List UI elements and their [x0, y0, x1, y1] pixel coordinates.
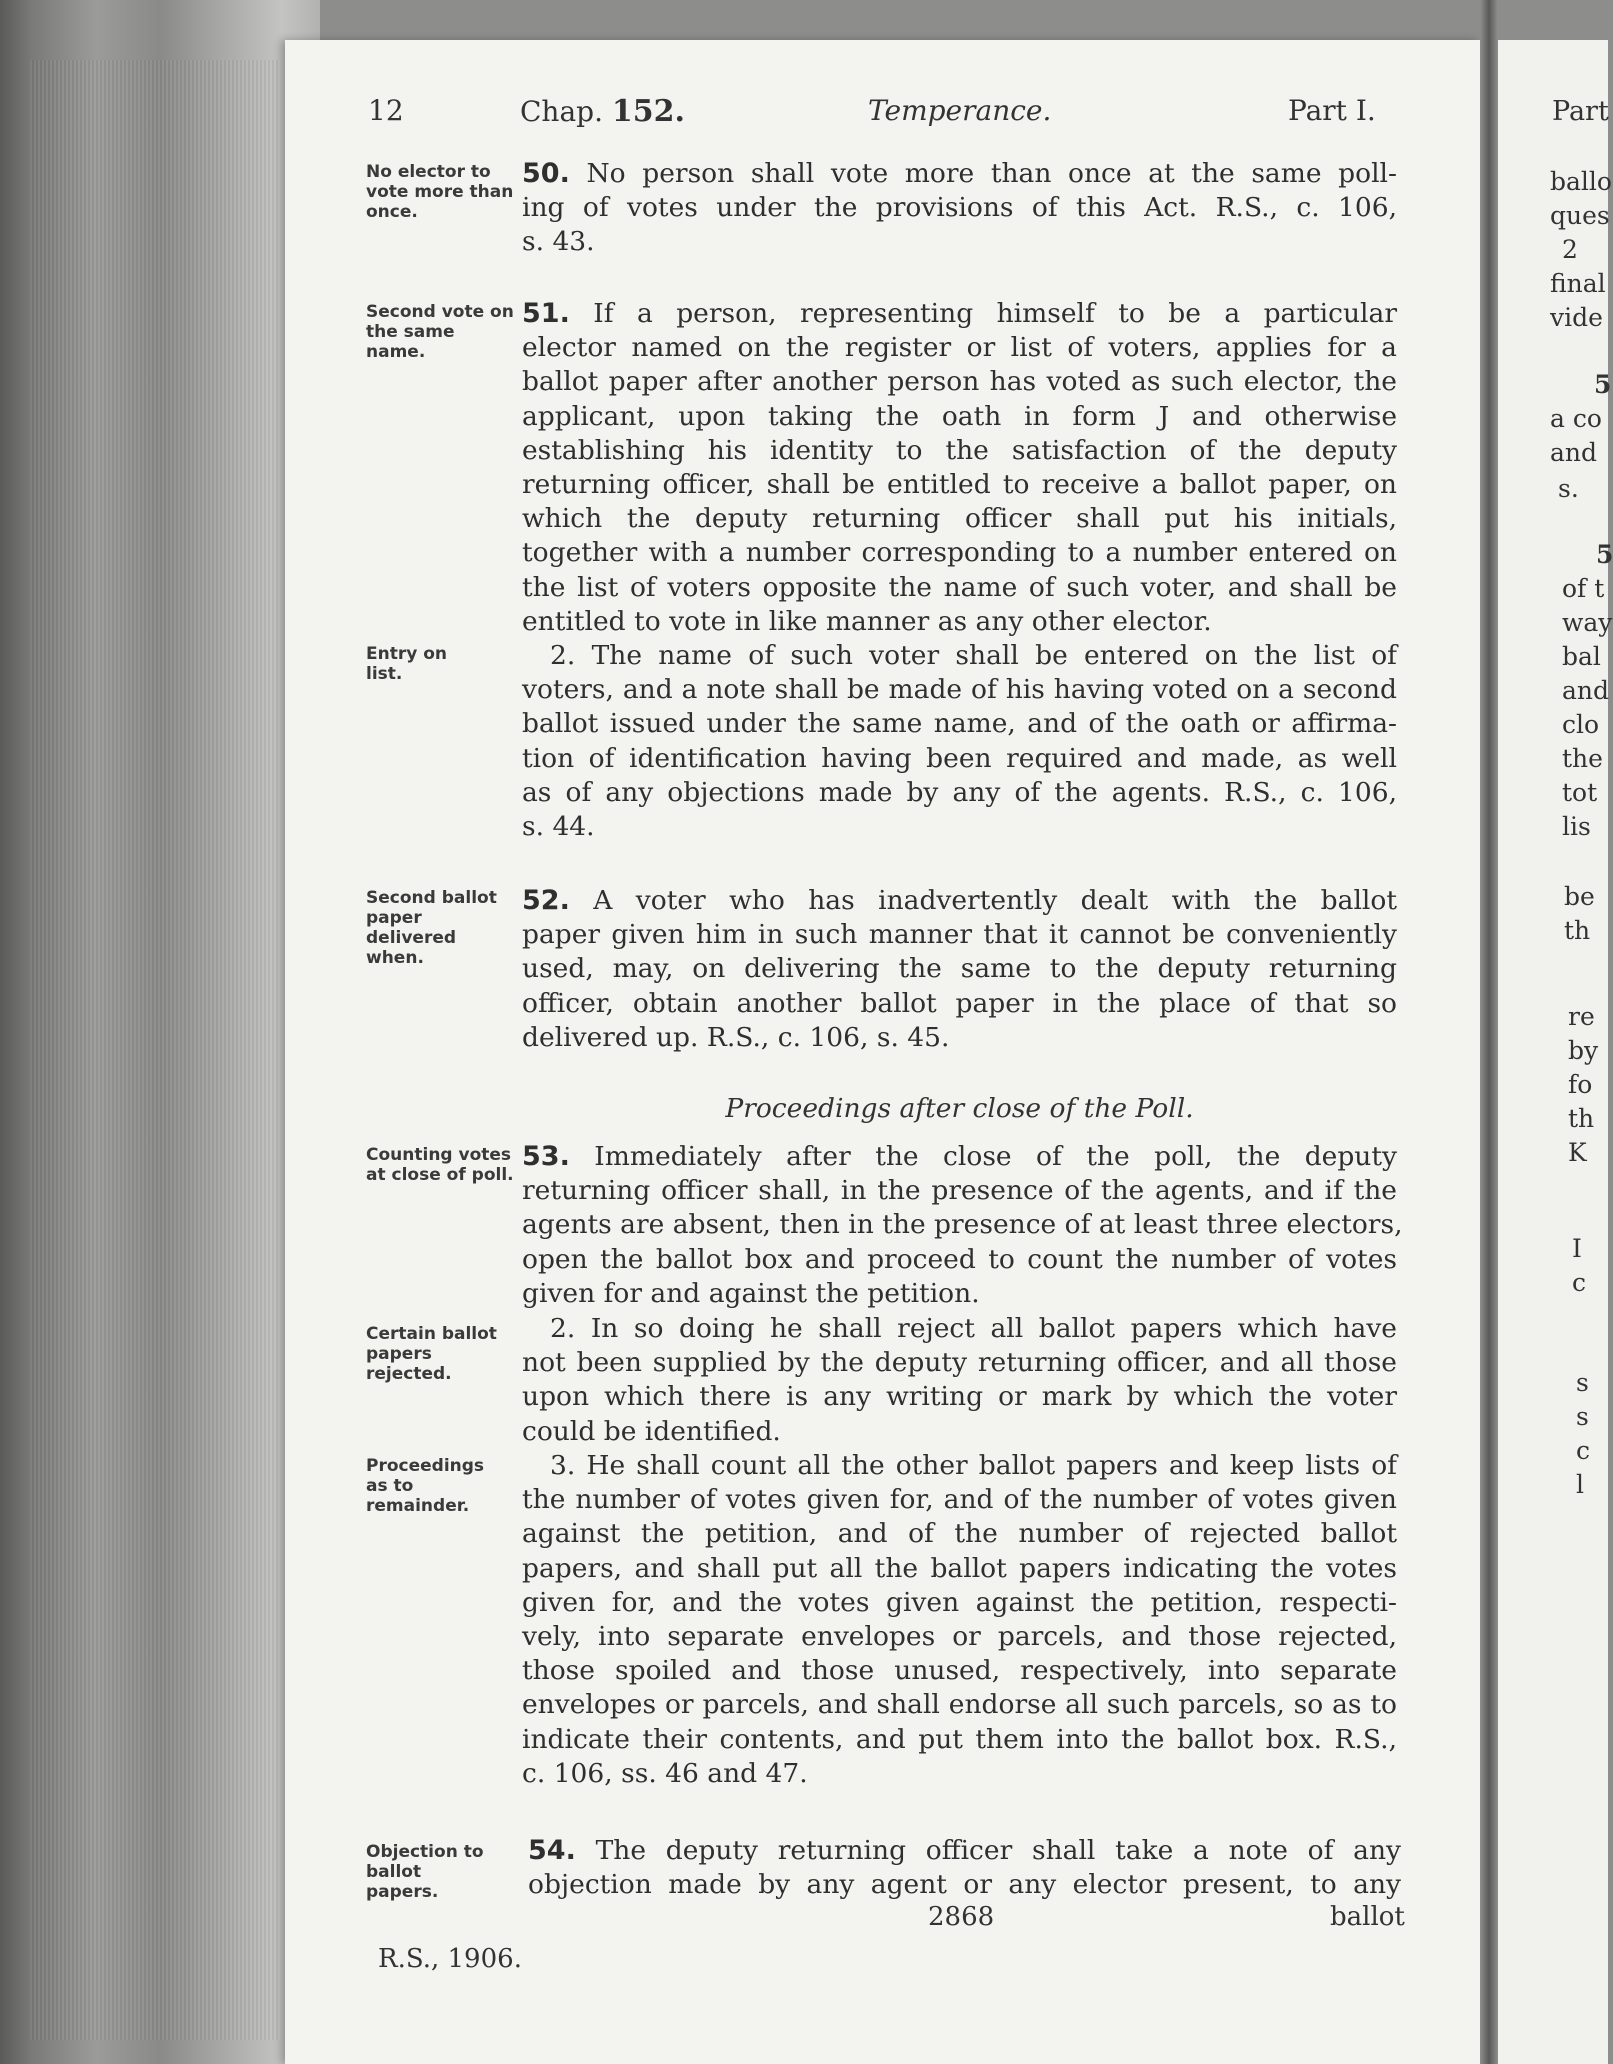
- section-53-subsection-3: [522, 1449, 1397, 1791]
- text-line: agents are absent, then in the presence of at least three electors,: [522, 1209, 1403, 1241]
- text-line: used, may, on delivering the same to the deputy returning: [522, 953, 1397, 985]
- margin-note: Objection to ballot papers.: [366, 1842, 484, 1902]
- next-page-fragment: c: [1572, 1268, 1587, 1297]
- text-span: The deputy returning officer shall take a note of any: [575, 1835, 1401, 1866]
- section-number: 50.: [522, 158, 570, 189]
- text-line: returning officer, shall be entitled to receive a ballot paper, on: [522, 468, 1397, 500]
- text-span: No person shall vote more than once at the same poll-: [569, 158, 1397, 189]
- section-51-subsection-2: [522, 639, 1397, 844]
- text-line: could be identified.: [522, 1415, 781, 1447]
- text-line: c. 106, ss. 46 and 47.: [522, 1757, 808, 1789]
- text-line: 3. He shall count all the other ballot papers and keep lists of: [550, 1450, 1397, 1481]
- text-line: vely, into separate envelopes or parcels, and those rejected,: [522, 1620, 1397, 1652]
- margin-note: No elector to vote more than once.: [366, 162, 514, 222]
- next-page-fragment: ques: [1550, 201, 1610, 230]
- text-line: against the petition, and of the number of rejected ballot: [522, 1518, 1397, 1550]
- margin-note: Entry on list.: [366, 644, 448, 684]
- section-53-subsection-2: [522, 1312, 1397, 1449]
- text-span: If a person, representing himself to be a particular: [569, 298, 1397, 329]
- text-line: establishing his identity to the satisfaction of the deputy: [522, 434, 1397, 466]
- next-page-fragment: 5: [1594, 370, 1612, 399]
- margin-note: Second vote on the same name.: [366, 302, 514, 362]
- next-page-fragment: s: [1576, 1402, 1589, 1431]
- text-line: papers, and shall put all the ballot papers indicating the votes: [522, 1552, 1397, 1584]
- section-number: 54.: [528, 1835, 576, 1866]
- section-subheading: Proceedings after close of the Poll.: [725, 1093, 1194, 1124]
- margin-note: Proceedings as to remainder.: [366, 1456, 485, 1516]
- text-line: ballot paper after another person has voted as such elector, the: [522, 366, 1397, 398]
- next-page-fragment: 5: [1596, 540, 1613, 569]
- next-page-fragment: K: [1568, 1138, 1587, 1167]
- page-number: 12: [368, 94, 404, 127]
- section-number: 53.: [522, 1141, 570, 1172]
- section-50: [522, 157, 1397, 260]
- text-line: the number of votes given for, and of the number of votes given: [522, 1484, 1397, 1516]
- text-line: tion of identification having been required and made, as well: [522, 742, 1397, 774]
- chapter-label-text: Chap.: [520, 95, 603, 128]
- next-page-fragment: fo: [1568, 1070, 1593, 1099]
- text-line: ballot issued under the same name, and of the oath or affirma-: [522, 708, 1397, 740]
- text-line: indicate their contents, and put them into the ballot box. R.S.,: [522, 1723, 1397, 1755]
- next-page-fragment: th: [1568, 1104, 1595, 1133]
- chapter-number: 152.: [611, 94, 685, 129]
- text-line: given for, and the votes given against the petition, respecti-: [522, 1586, 1397, 1618]
- next-page-fragment: s.: [1558, 474, 1579, 503]
- margin-note: Certain ballot papers rejected.: [366, 1324, 497, 1384]
- text-line: given for and against the petition.: [522, 1277, 980, 1309]
- next-page-fragment: way: [1562, 608, 1613, 637]
- next-page-fragment: ballo: [1550, 167, 1612, 196]
- next-page-fragment: I: [1572, 1234, 1582, 1263]
- next-page-fragment: final: [1550, 269, 1606, 298]
- text-line: not been supplied by the deputy returning officer, and all those: [522, 1347, 1397, 1379]
- next-page-fragment: the: [1562, 744, 1603, 773]
- text-line: the list of voters opposite the name of such voter, and shall be: [522, 571, 1397, 603]
- text-line: elector named on the register or list of voters, applies for a: [522, 332, 1397, 364]
- margin-note: Counting votes at close of poll.: [366, 1145, 514, 1185]
- text-line: which the deputy returning officer shall put his initials,: [522, 503, 1397, 535]
- text-line: 2. The name of such voter shall be entered on the list of: [550, 640, 1397, 671]
- next-page-fragment: l: [1576, 1470, 1584, 1499]
- next-page-fragment: lis: [1562, 812, 1591, 841]
- book-spine-edges: [0, 0, 320, 2064]
- next-page-fragment: clo: [1562, 710, 1600, 739]
- section-52: [522, 884, 1397, 1055]
- next-page-fragment: of t: [1562, 574, 1605, 603]
- edition-label: R.S., 1906.: [378, 1944, 522, 1974]
- text-line: ing of votes under the provisions of this Act. R.S., c. 106,: [522, 192, 1397, 224]
- section-number: 52.: [522, 885, 570, 916]
- text-line: returning officer shall, in the presence of the agents, and if the: [522, 1175, 1397, 1207]
- text-line: objection made by any agent or any elector present, to any: [528, 1869, 1401, 1901]
- text-line: [522, 1140, 1397, 1174]
- next-page-fragment: vide: [1550, 303, 1603, 332]
- section-53: [522, 1140, 1403, 1311]
- text-line: as of any objections made by any of the agents. R.S., c. 106,: [522, 776, 1397, 808]
- text-span: A voter who has inadvertently dealt with the ballot: [569, 885, 1397, 916]
- next-page-fragment: bal: [1562, 642, 1601, 671]
- catchword: ballot: [1330, 1902, 1405, 1932]
- text-line: voters, and a note shall be made of his having voted on a second: [522, 674, 1397, 706]
- next-page-fragment: Part: [1552, 96, 1609, 127]
- next-page-fragment: by: [1568, 1036, 1599, 1065]
- next-page-fragment: and: [1562, 676, 1610, 705]
- next-page-fragment: th: [1564, 916, 1591, 945]
- text-span: Immediately after the close of the poll, the deputy: [569, 1141, 1397, 1172]
- part-label: Part I.: [1288, 94, 1376, 127]
- running-title: Temperance.: [868, 94, 1052, 127]
- text-line: open the ballot box and proceed to count the number of votes: [522, 1243, 1397, 1275]
- next-page-fragment: c: [1576, 1436, 1591, 1465]
- next-page-fragment: tot: [1562, 778, 1598, 807]
- next-page-fragment: a co: [1550, 404, 1602, 433]
- book-gutter: [1480, 0, 1498, 2064]
- next-page-fragment: 2: [1562, 235, 1578, 264]
- text-line: [528, 1834, 1401, 1868]
- text-line: officer, obtain another ballot paper in the place of that so: [522, 987, 1397, 1019]
- text-line: applicant, upon taking the oath in form J and otherwise: [522, 400, 1397, 432]
- text-line: [522, 297, 1397, 331]
- text-line: upon which there is any writing or mark by which the voter: [522, 1381, 1397, 1413]
- next-page-fragment: re: [1568, 1002, 1595, 1031]
- text-line: those spoiled and those unused, respectively, into separate: [522, 1655, 1397, 1687]
- section-54: [528, 1834, 1401, 1902]
- page-right-fragment: [1498, 40, 1613, 2064]
- text-line: s. 44.: [522, 810, 595, 842]
- text-line: delivered up. R.S., c. 106, s. 45.: [522, 1021, 950, 1053]
- text-line: [522, 884, 1397, 918]
- margin-note: Second ballot paper delivered when.: [366, 888, 497, 968]
- text-line: envelopes or parcels, and shall endorse all such parcels, so as to: [522, 1689, 1397, 1721]
- page-total-number: 2868: [928, 1902, 995, 1932]
- section-51: [522, 297, 1397, 639]
- text-line: paper given him in such manner that it cannot be conveniently: [522, 919, 1397, 951]
- text-line: [522, 157, 1397, 191]
- chapter-label: [520, 94, 685, 129]
- next-page-fragment: be: [1564, 882, 1595, 911]
- section-number: 51.: [522, 298, 570, 329]
- page-edge-texture: [30, 60, 280, 2040]
- text-line: entitled to vote in like manner as any other elector.: [522, 605, 1212, 637]
- text-line: 2. In so doing he shall reject all ballot papers which have: [550, 1313, 1397, 1344]
- next-page-fragment: s: [1576, 1368, 1589, 1397]
- next-page-fragment: and: [1550, 438, 1598, 467]
- text-line: together with a number corresponding to a number entered on: [522, 537, 1397, 569]
- text-line: s. 43.: [522, 226, 595, 258]
